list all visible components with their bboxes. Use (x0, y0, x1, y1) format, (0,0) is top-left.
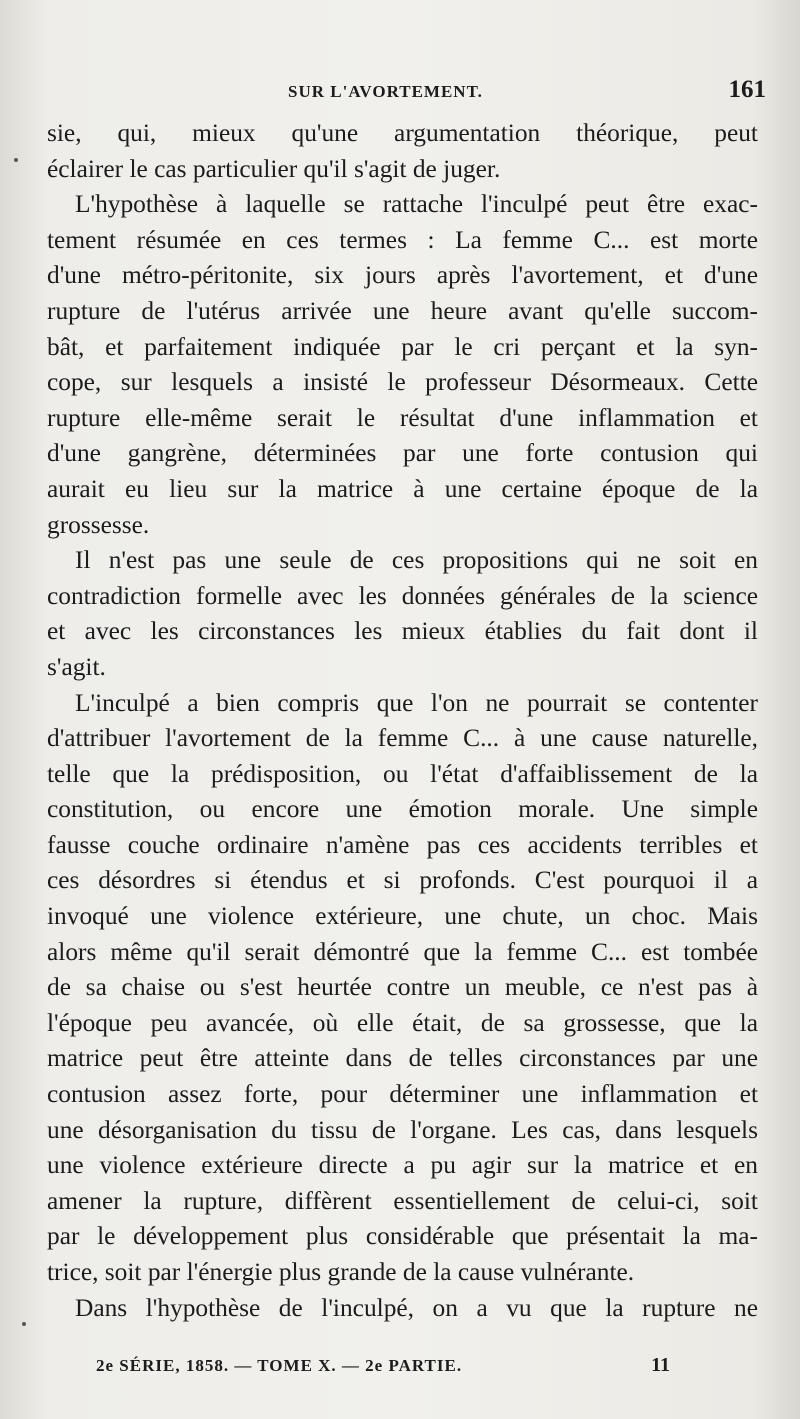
text-line: L'inculpé a bien compris que l'on ne pourrait se contenter (75, 688, 758, 717)
text-line: s'agit. (47, 652, 106, 681)
text-line: aurait eu lieu sur la matrice à une certaine époque de la (47, 474, 758, 503)
text-line: l'époque peu avancée, où elle était, de sa grossesse, que la (47, 1008, 758, 1037)
signature-mark: 11 (651, 1354, 670, 1376)
text-line: trice, soit par l'énergie plus grande de la cause vulnérante. (47, 1258, 635, 1286)
text-line: grossesse. (47, 510, 150, 539)
text-line: fausse couche ordinaire n'amène pas ces accidents terribles et (47, 830, 758, 859)
text-line: ces désordres si étendus et si profonds. C'est pourquoi il a (47, 866, 758, 895)
paper-speck (14, 158, 18, 162)
text-line: Il n'est pas une seule de ces propositions qui ne soit en (75, 546, 758, 575)
text-line: matrice peut être atteinte dans de telles circonstances par une (47, 1044, 758, 1073)
page-header (48, 78, 764, 108)
text-line: sie, qui, mieux qu'une argumentation théorique, peut (47, 119, 758, 147)
text-line: tement résumée en ces termes : La femme C... est morte (47, 225, 758, 254)
printer-signature: 2e SÉRIE, 1858. — TOME X. — 2e PARTIE. (96, 1356, 463, 1375)
text-line: cope, sur lesquels a insisté le professeur Désormeaux. Cette (47, 368, 758, 397)
page-number: 161 (728, 76, 766, 103)
text-line: bât, et parfaitement indiquée par le cri perçant et la syn- (47, 332, 758, 361)
text-line: par le développement plus considérable que présentait la ma- (47, 1222, 758, 1251)
text-line: d'une métro-péritonite, six jours après l'avortement, et d'une (47, 261, 758, 290)
text-line: alors même qu'il serait démontré que la femme C... est tombée (47, 937, 758, 966)
text-line: Dans l'hypothèse de l'inculpé, on a vu que la rupture ne (75, 1293, 758, 1322)
text-line: de sa chaise ou s'est heurtée contre un meuble, ce n'est pas à (47, 973, 758, 1002)
text-line: rupture de l'utérus arrivée une heure avant qu'elle succom- (47, 296, 758, 325)
body-text (47, 116, 758, 1326)
page-footer (48, 1354, 764, 1384)
text-line: invoqué une violence extérieure, une chute, un choc. Mais (47, 902, 758, 931)
text-line: telle que la prédisposition, ou l'état d'affaiblissement de la (47, 759, 758, 788)
text-line: constitution, ou encore une émotion morale. Une simple (47, 795, 758, 824)
paper-speck (22, 1322, 26, 1326)
running-title: SUR L'AVORTEMENT. (288, 82, 483, 101)
text-line: une violence extérieure directe a pu agir sur la matrice et en (47, 1151, 758, 1180)
text-line: une désorganisation du tissu de l'organe. Les cas, dans lesquels (47, 1115, 758, 1144)
text-line: et avec les circonstances les mieux établies du fait dont il (47, 617, 758, 646)
text-line: contradiction formelle avec les données générales de la science (47, 581, 758, 610)
text-line: d'attribuer l'avortement de la femme C... à une cause naturelle, (47, 724, 758, 753)
text-line: éclairer le cas particulier qu'il s'agit de juger. (47, 154, 501, 183)
text-line: amener la rupture, diffèrent essentiellement de celui-ci, soit (47, 1186, 758, 1215)
text-line: contusion assez forte, pour déterminer une inflammation et (47, 1080, 758, 1109)
text-line: d'une gangrène, déterminées par une forte contusion qui (47, 439, 758, 468)
text-line: L'hypothèse à laquelle se rattache l'inculpé peut être exac- (75, 190, 758, 219)
text-line: rupture elle-même serait le résultat d'une inflammation et (47, 403, 758, 432)
